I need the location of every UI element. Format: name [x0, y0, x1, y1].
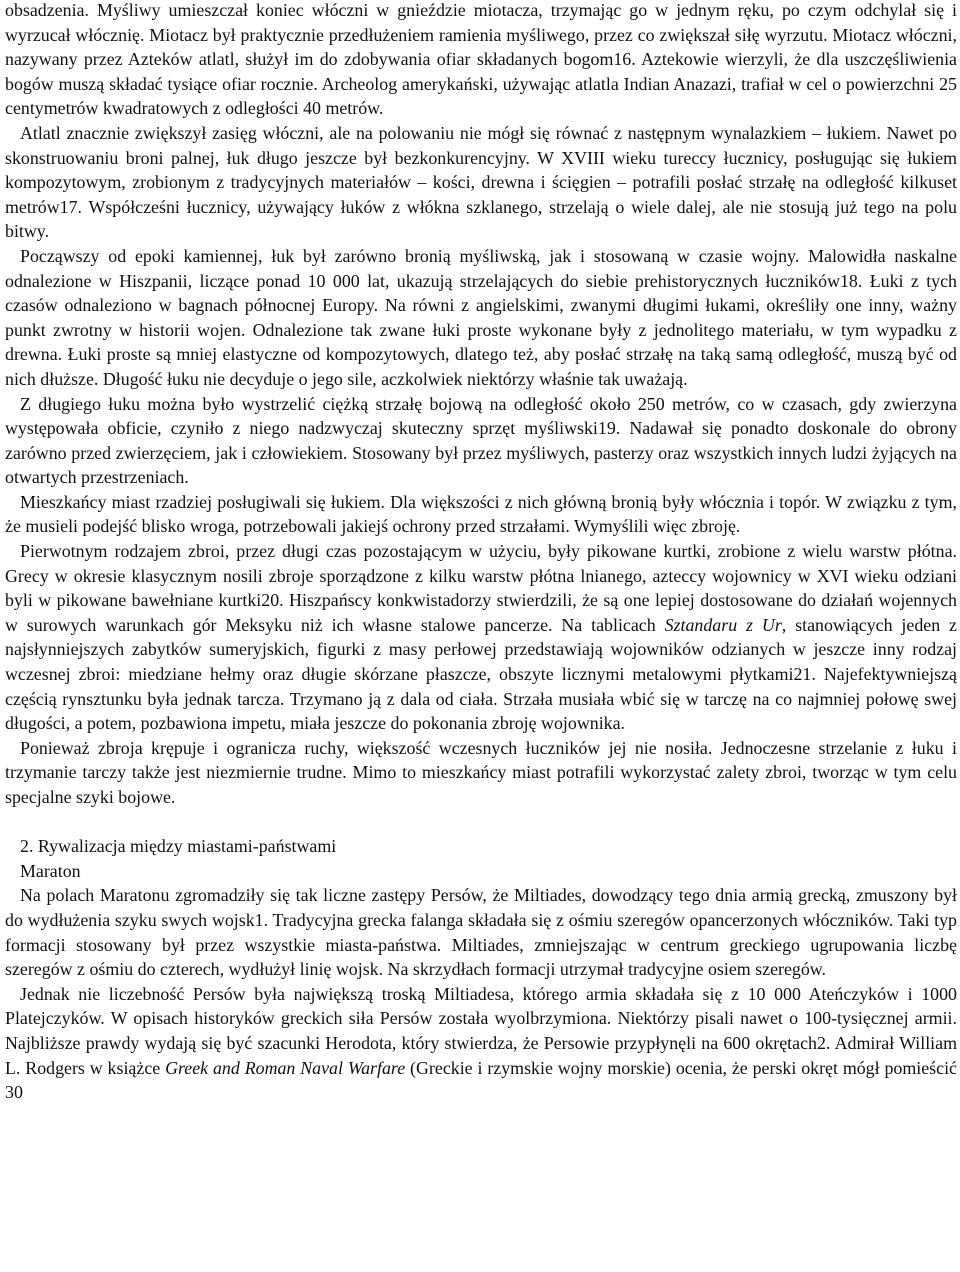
document-page [5, 0, 957, 1105]
persians-text-part-2: (Greckie i rzymskie wojny morskie) ocenia, że perski okręt mógł pomieścić 30 [5, 1057, 957, 1103]
paragraph-spear-thrower: obsadzenia. Myśliwy umieszczał koniec włóczni w gnieździe miotacza, trzymając go w jednym ręku, po czym odchylał się i wyrzucał włócznię. Miotacz był praktycznie przedłużeniem ramienia myśliwego, przez co zwiększał siłę wyrzutu. Miotacz włóczni, nazywany przez Azteków atlatl, służył im do zdobywania ofiar składanych bogom16. Aztekowie wierzyli, że dla uszczęśliwienia bogów muszą składać tysiące ofiar rocznie. Archeolog amerykański, używając atlatla Indian Anazazi, trafiał w cel o powierzchni 25 centymetrów kwadratowych z odległości 40 metrów. [5, 0, 957, 119]
paragraph-persian-numbers [5, 982, 957, 1105]
paragraph-longbow: Z długiego łuku można było wystrzelić ciężką strzałę bojową na odległość około 250 metrów, co w czasach, gdy zwierzyna występowała obficie, czyniło z niego nadzwyczaj skuteczny sprzęt myśliwski19. Nadawał się ponadto doskonale do obrony zarówno przed zwierzęciem, jak i człowiekiem. Stosowany był przez myśliwych, pasterzy oraz wszystkich innych ludzi żyjących na otwartych przestrzeniach. [5, 393, 957, 488]
paragraph-stone-age-bow: Począwszy od epoki kamiennej, łuk był zarówno bronią myśliwską, jak i stosowaną w czasie wojny. Malowidła naskalne odnalezione w Hiszpanii, liczące ponad 10 000 lat, ukazują strzelających do siebie prehistorycznych łuczników18. Łuki z tych czasów odnaleziono w bagnach północnej Europy. Na równi z angielskimi, zwanymi długimi łukami, określiły one inny, ważny punkt zwrotny w historii wojen. Odnalezione tak zwane łuki proste wykonane były z jednolitego materiału, w tym wypadku z drewna. Łuki proste są mniej elastyczne od kompozytowych, dlatego też, aby posłać strzałę na taką samą odległość, muszą być od nich dłuższe. Długość łuku nie decyduje o jego sile, aczkolwiek niektórzy właśnie tak uważają. [5, 245, 957, 389]
subsection-heading: Maraton [20, 860, 81, 881]
paragraph-city-dwellers: Mieszkańcy miast rzadziej posługiwali się łukiem. Dla większości z nich główną bronią były włócznia i topór. W związku z tym, że musieli podejść blisko wroga, potrzebowali jakiejś ochrony przed strzałami. Wymyślili więc zbroję. [5, 491, 957, 537]
standard-of-ur-title: Sztandaru z Ur [664, 614, 782, 635]
blank-line [5, 810, 957, 835]
armor-text-part-1: Pierwotnym rodzajem zbroi, przez długi czas pozostającym w użyciu, były pikowane kurtki, zrobione z wielu warstw płótna. Grecy w okresie klasycznym nosili zbroje sporządzone z kilku warstw płótna lnianego, azteccy wojownicy w XVI wieku odziani byli w pikowane bawełniane kurtki20. Hiszpańscy konkwistadorzy stwierdzili, że są one lepiej dostosowane do działań wojennych w surowych warunkach gór Meksyku niż ich własne stalowe pancerze. Na tablicach [5, 541, 957, 635]
paragraph-atlatl-bow: Atlatl znacznie zwiększył zasięg włóczni, ale na polowaniu nie mógł się równać z następnym wynalazkiem – łukiem. Nawet po skonstruowaniu broni palnej, łuk długo jeszcze był bezkonkurencyjny. W XVIII wieku tureccy łucznicy, posługując się łukiem kompozytowym, zrobionym z tradycyjnych materiałów – kości, drewna i ścięgien – potrafili posłać strzałę na odległość kilkuset metrów17. Współcześni łucznicy, używający łuków z włókna szklanego, strzelają o wiele dalej, ale nie stosują już tego na polu bitwy. [5, 122, 957, 242]
armor-text-part-2: , stanowiących jeden z najsłynniejszych zabytków sumeryjskich, figurki z masy perłowej przedstawiają wojowników odzianych w jeszcze inny rodzaj wczesnej zbroi: miedziane hełmy oraz długie skórzane płaszcze, obszyte licznymi metalowymi płytkami21. Najefektywniejszą częścią rynsztunku była jednak tarcza. Trzymano ją z dala od ciała. Strzała musiała wbić się w tarczę na co najmniej połowę swej długości, a potem, pozbawiona impetu, miała jeszcze do pokonania zbroję wojownika. [5, 614, 957, 734]
section-heading: 2. Rywalizacja między miastami-państwami [20, 836, 337, 857]
persians-text-part-1: Jednak nie liczebność Persów była największą troską Miltiadesa, którego armia składała się z 10 000 Ateńczyków i 1000 Platejczyków. W opisach historyków greckich siła Persów została wyolbrzymiona. Niektórzy pisali nawet o 100-tysięcznej armii. Najbliższe prawdy wydają się być szacunki Herodota, który stwierdza, że Persowie przypłynęli na 600 okrętach2. Admirał William L. Rodgers w książce [5, 983, 957, 1078]
paragraph-marathon: Na polach Maratonu zgromadziły się tak liczne zastępy Persów, że Miltiades, dowodzący tego dnia armią grecką, zmuszony był do wydłużenia szyku swych wojsk1. Tradycyjna grecka falanga składała się z ośmiu szeregów opancerzonych włóczników. Taki typ formacji stosowany był przez wszystkie miasta-państwa. Miltiades, zmniejszając w centrum greckiego ugrupowania liczbę szeregów z ośmiu do czterech, wydłużył linię wojsk. Na skrzydłach formacji utrzymał tradycyjne osiem szeregów. [5, 885, 957, 980]
paragraph-armor [5, 539, 957, 736]
paragraph-battle-formations: Ponieważ zbroja krępuje i ogranicza ruchy, większość wczesnych łuczników jej nie nosiła. Jednoczesne strzelanie z łuku i trzymanie tarczy także jest niezmiernie trudne. Mimo to mieszkańcy miast potrafili wykorzystać zalety zbroi, tworząc w tym celu specjalne szyki bojowe. [5, 737, 957, 807]
book-title: Greek and Roman Naval Warfare [165, 1057, 406, 1078]
